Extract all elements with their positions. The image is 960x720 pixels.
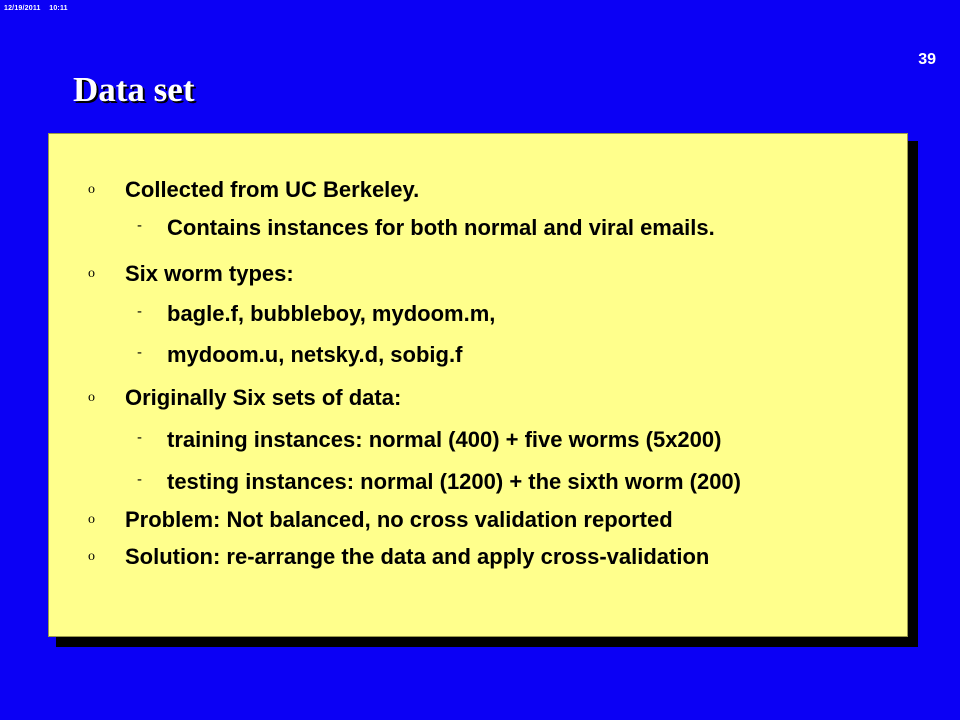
sub-bullet-marker: - — [137, 429, 142, 446]
bullet-worm-types — [88, 261, 294, 287]
bullet-text: Six worm types: — [125, 261, 294, 286]
sub-bullet-worms-1 — [137, 301, 496, 327]
sub-bullet-text: testing instances: normal (1200) + the sixth worm (200) — [167, 469, 741, 494]
sub-bullet-marker: - — [137, 217, 142, 234]
sub-bullet-text: bagle.f, bubbleboy, mydoom.m, — [167, 301, 496, 326]
bullet-text: Originally Six sets of data: — [125, 385, 402, 410]
sub-bullet-text: training instances: normal (400) + five worms (5x200) — [167, 427, 722, 452]
sub-bullet-testing — [137, 469, 741, 495]
date-text: 12/19/2011 — [4, 5, 41, 12]
bullet-problem — [88, 507, 673, 533]
time-text: 10:11 — [49, 5, 68, 12]
bullet-text: Problem: Not balanced, no cross validation reported — [125, 507, 673, 532]
bullet-collected — [88, 177, 420, 203]
sub-bullet-text: mydoom.u, netsky.d, sobig.f — [167, 342, 463, 367]
bullet-marker: o — [88, 266, 95, 281]
slide-title: Data set — [73, 70, 195, 109]
slide-number: 39 — [918, 51, 936, 68]
bullet-text: Solution: re-arrange the data and apply cross-validation — [125, 544, 710, 569]
bullet-marker: o — [88, 549, 95, 564]
date-stamp — [4, 5, 68, 12]
sub-bullet-marker: - — [137, 303, 142, 320]
bullet-solution — [88, 544, 710, 570]
sub-bullet-marker: - — [137, 471, 142, 488]
sub-bullet-text: Contains instances for both normal and viral emails. — [167, 215, 715, 240]
sub-bullet-training — [137, 427, 722, 453]
bullet-original-sets — [88, 385, 402, 411]
sub-bullet-worms-2 — [137, 342, 463, 368]
bullet-marker: o — [88, 390, 95, 405]
sub-bullet-contains — [137, 215, 715, 241]
bullet-text: Collected from UC Berkeley. — [125, 177, 420, 202]
bullet-marker: o — [88, 182, 95, 197]
sub-bullet-marker: - — [137, 344, 142, 361]
bullet-marker: o — [88, 512, 95, 527]
content-box — [48, 133, 908, 637]
